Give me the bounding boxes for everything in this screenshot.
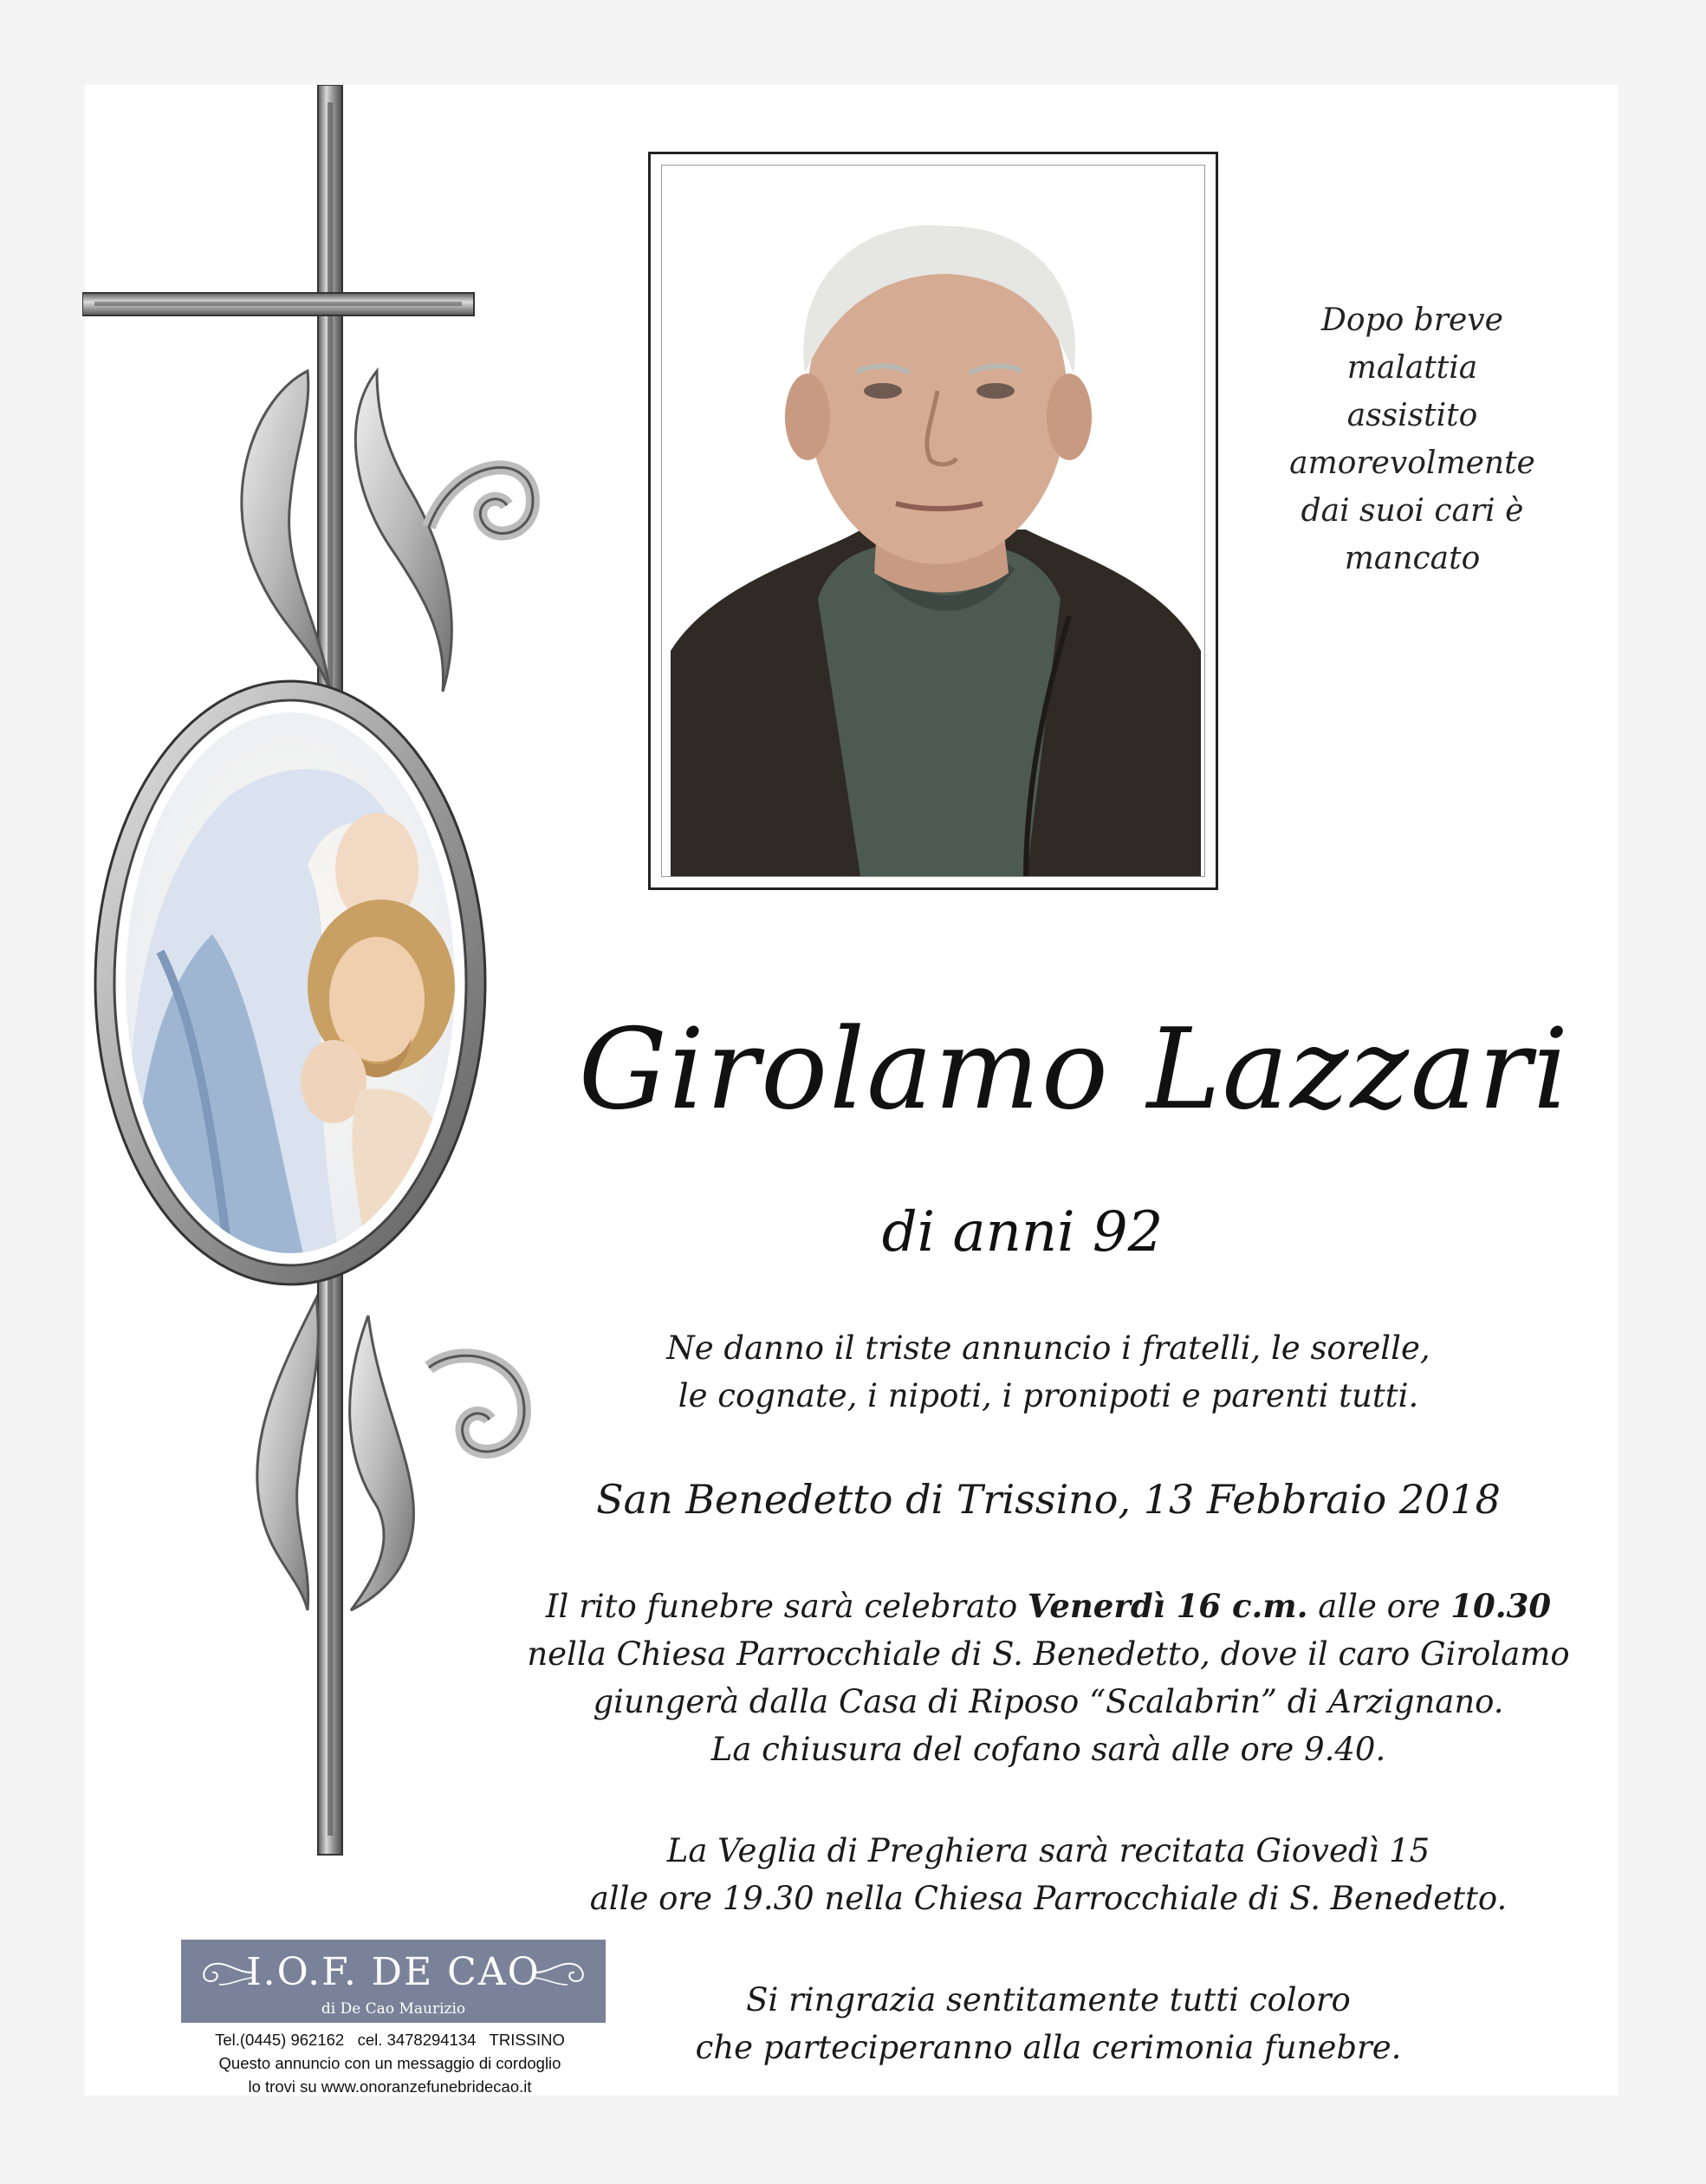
funeral-home-contact (139, 2028, 641, 2098)
funeral-home-owner: di De Cao Maurizio (321, 2000, 466, 2018)
thanks-line: che parteciperanno alla cerimonia funebre. (695, 2029, 1402, 2066)
side-note (1282, 296, 1542, 582)
thanks (485, 1976, 1612, 2071)
leaf-ornament-bottom (257, 1298, 524, 1610)
vigil-details (485, 1827, 1612, 1922)
side-note-line: amorevolmente (1289, 445, 1535, 481)
rite-line-4: La chiusura del cofano sarà alle ore 9.40. (710, 1731, 1386, 1768)
rite-time: 10.30 (1450, 1587, 1552, 1625)
deceased-age: di anni 92 (881, 1200, 1164, 1264)
online-note-line: lo trovi su www.onoranzefunebridecao.it (248, 2077, 532, 2096)
cross-ornament (82, 85, 550, 1862)
contact-line: Tel.(0445) 962162 cel. 3478294134 TRISSINO (215, 2031, 565, 2049)
rite-line-3: giungerà dalla Casa di Riposo “Scalabrin” di Arzignano. (593, 1683, 1504, 1720)
rite-text: Il rito funebre sarà celebrato (545, 1588, 1028, 1625)
side-note-line: dai suoi cari è (1301, 493, 1524, 529)
side-note-line: Dopo breve (1321, 302, 1503, 338)
funeral-home-name: I.O.F. DE CAO (246, 1950, 541, 1994)
funeral-home-logo (181, 1940, 606, 2023)
portrait-photo-image (662, 166, 1205, 877)
announcement-line: le cognate, i nipoti, i pronipoti e parenti tutti. (678, 1377, 1419, 1414)
rite-text: alle ore (1307, 1588, 1451, 1625)
vigil-line: alle ore 19.30 nella Chiesa Parrocchiale di S. Benedetto. (589, 1880, 1508, 1917)
rite-details (485, 1583, 1612, 1773)
rite-line-2: nella Chiesa Parrocchiale di S. Benedetto, dove il caro Girolamo (527, 1635, 1570, 1673)
announcement-line: Ne danno il triste annuncio i fratelli, le sorelle, (666, 1329, 1430, 1367)
swirl-right-icon (533, 1955, 594, 1990)
deceased-name: Girolamo Lazzari (578, 1005, 1571, 1134)
rite-line-1 (485, 1583, 1612, 1630)
thanks-line: Si ringrazia sentitamente tutti coloro (746, 1981, 1351, 2018)
rite-day: Venerdì 16 c.m. (1028, 1587, 1308, 1625)
leaf-ornament-top (242, 371, 533, 692)
vigil-line: La Veglia di Preghiera sarà recitata Giovedì 15 (666, 1832, 1430, 1869)
side-note-line: malattia assistito (1346, 350, 1478, 433)
online-note-line: Questo annuncio con un messaggio di cordoglio (218, 2054, 561, 2072)
pieta-medallion-image (95, 681, 485, 1284)
place-date: San Benedetto di Trissino, 13 Febbraio 2018 (596, 1476, 1501, 1523)
portrait-photo (648, 152, 1218, 890)
announcement (485, 1324, 1612, 1420)
side-note-line: mancato (1344, 541, 1481, 576)
